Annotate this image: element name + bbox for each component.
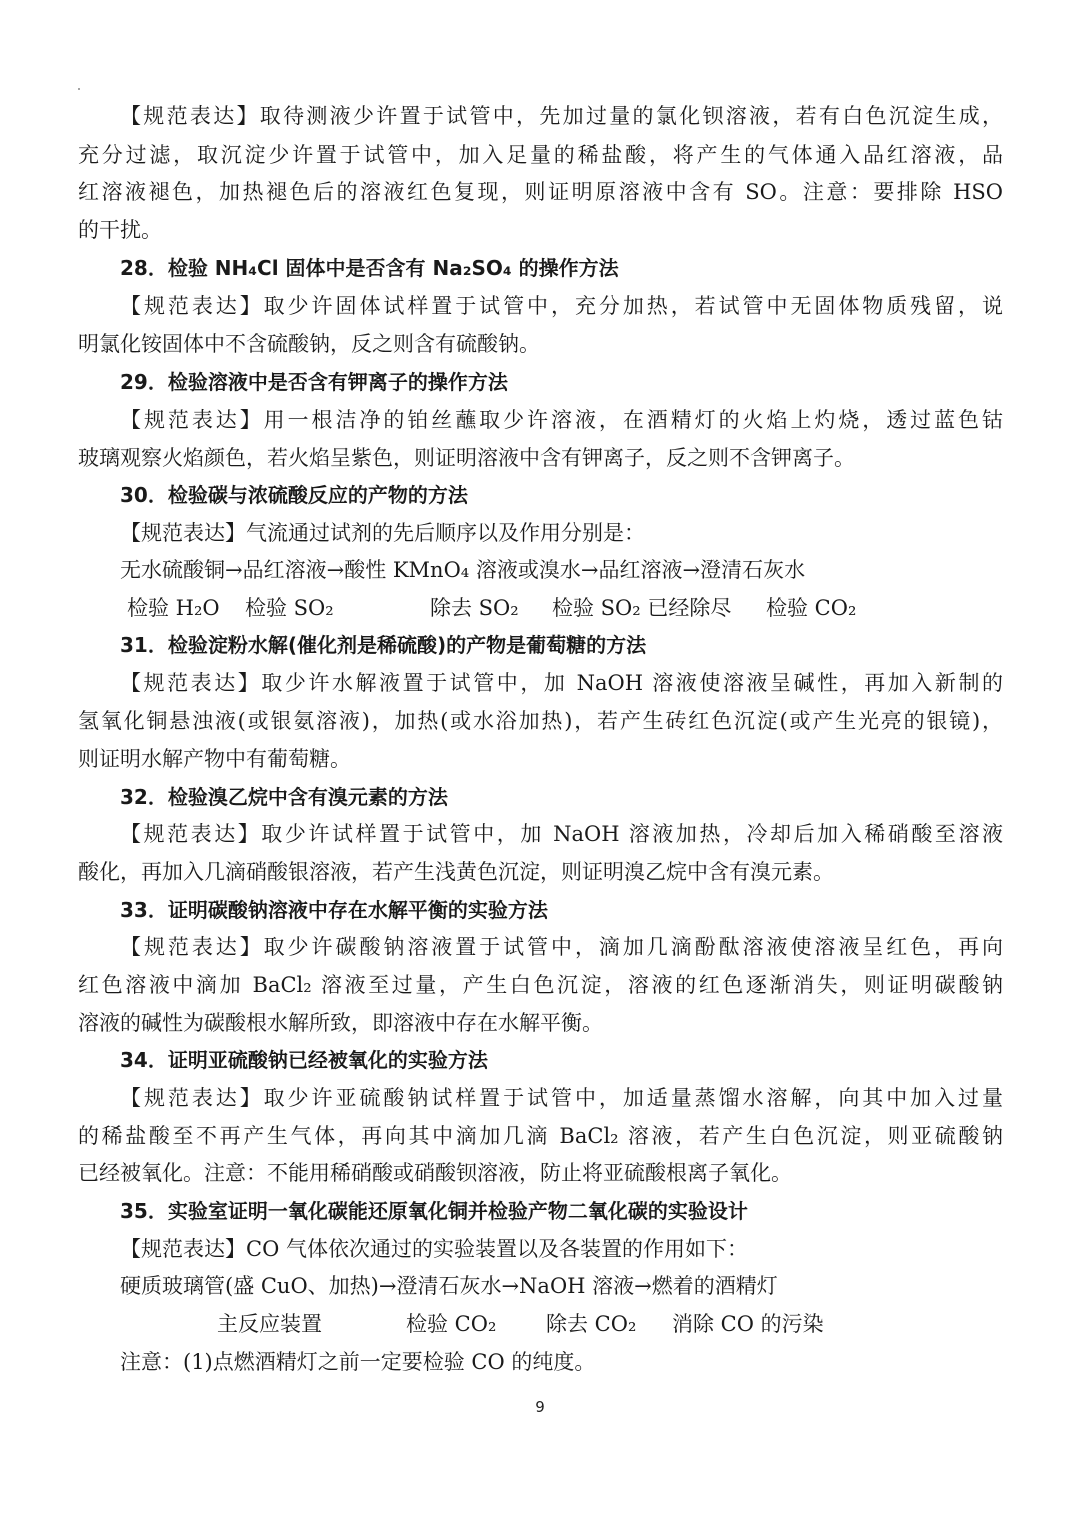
s32-line-2: 酸化，再加入几滴硝酸银溶液，若产生浅黄色沉淀，则证明溴乙烷中含有溴元素。 (78, 860, 834, 884)
s28-line-2: 明氯化铵固体中不含硫酸钠，反之则含有硫酸钠。 (78, 332, 540, 356)
page-number: 9 (535, 1398, 545, 1416)
scan-speck (78, 88, 80, 90)
s30-role-5: 检验 CO₂ (766, 596, 857, 620)
s29-heading: 29．检验溶液中是否含有钾离子的操作方法 (120, 370, 508, 394)
s28-line-1: 【规范表达】取少许固体试样置于试管中，充分加热，若试管中无固体物质残留，说 (120, 294, 1003, 318)
s34-heading: 34．证明亚硫酸钠已经被氧化的实验方法 (120, 1048, 488, 1072)
s30-heading: 30．检验碳与浓硫酸反应的产物的方法 (120, 483, 468, 507)
s30-role-2: 检验 SO₂ (245, 596, 334, 620)
s35-heading: 35．实验室证明一氧化碳能还原氧化铜并检验产物二氧化碳的实验设计 (120, 1199, 748, 1223)
s34-line-1: 【规范表达】取少许亚硫酸钠试样置于试管中，加适量蒸馏水溶解，向其中加入过量 (120, 1086, 1003, 1110)
s33-line-1: 【规范表达】取少许碳酸钠溶液置于试管中，滴加几滴酚酞溶液使溶液呈红色，再向 (120, 935, 1003, 959)
s33-line-3: 溶液的碱性为碳酸根水解所致，即溶液中存在水解平衡。 (78, 1011, 603, 1035)
s34-line-3: 已经被氧化。注意：不能用稀硝酸或硝酸钡溶液，防止将亚硫酸根离子氧化。 (78, 1161, 792, 1185)
s30-role-3: 除去 SO₂ (430, 596, 519, 620)
s35-flow: 硬质玻璃管(盛 CuO、加热)→澄清石灰水→NaOH 溶液→燃着的酒精灯 (120, 1274, 778, 1298)
s35-note: 注意：(1)点燃酒精灯之前一定要检验 CO 的纯度。 (120, 1350, 596, 1374)
s29-line-1: 【规范表达】用一根洁净的铂丝蘸取少许溶液，在酒精灯的火焰上灼烧，透过蓝色钴 (120, 408, 1003, 432)
s34-line-2: 的稀盐酸至不再产生气体，再向其中滴加几滴 BaCl₂ 溶液，若产生白色沉淀，则亚硫酸钠 (78, 1124, 1003, 1148)
s30-flow: 无水硫酸铜→品红溶液→酸性 KMnO₄ 溶液或溴水→品红溶液→澄清石灰水 (120, 558, 806, 582)
s27-line-4: 的干扰。 (78, 218, 162, 242)
s31-line-2: 氢氧化铜悬浊液(或银氨溶液)，加热(或水浴加热)，若产生砖红色沉淀(或产生光亮的银镜)， (78, 709, 1003, 733)
s35-line-1: 【规范表达】CO 气体依次通过的实验装置以及各装置的作用如下： (120, 1237, 748, 1261)
s33-heading: 33．证明碳酸钠溶液中存在水解平衡的实验方法 (120, 898, 548, 922)
s32-line-1: 【规范表达】取少许试样置于试管中，加 NaOH 溶液加热，冷却后加入稀硝酸至溶液 (120, 822, 1003, 846)
s30-role-1: 检验 H₂O (127, 596, 220, 620)
s31-line-1: 【规范表达】取少许水解液置于试管中，加 NaOH 溶液使溶液呈碱性，再加入新制的 (120, 671, 1003, 695)
s35-role-3: 除去 CO₂ (546, 1312, 637, 1336)
s28-heading: 28．检验 NH₄Cl 固体中是否含有 Na₂SO₄ 的操作方法 (120, 256, 619, 280)
s27-line-1: 【规范表达】取待测液少许置于试管中，先加过量的氯化钡溶液，若有白色沉淀生成， (120, 104, 1003, 128)
s27-line-3: 红溶液褪色，加热褪色后的溶液红色复现，则证明原溶液中含有 SO。注意：要排除 HSO (78, 180, 1003, 204)
s30-role-4: 检验 SO₂ 已经除尽 (552, 596, 732, 620)
s32-heading: 32．检验溴乙烷中含有溴元素的方法 (120, 785, 448, 809)
s35-role-4: 消除 CO 的污染 (672, 1312, 824, 1336)
s27-line-2: 充分过滤，取沉淀少许置于试管中，加入足量的稀盐酸，将产生的气体通入品红溶液，品 (78, 143, 1003, 167)
s33-line-2: 红色溶液中滴加 BaCl₂ 溶液至过量，产生白色沉淀，溶液的红色逐渐消失，则证明碳酸钠 (78, 973, 1003, 997)
s31-heading: 31．检验淀粉水解(催化剂是稀硫酸)的产物是葡萄糖的方法 (120, 633, 647, 657)
s35-role-1: 主反应装置 (217, 1312, 322, 1336)
s31-line-3: 则证明水解产物中有葡萄糖。 (78, 747, 351, 771)
s30-line-1: 【规范表达】气流通过试剂的先后顺序以及作用分别是： (120, 521, 645, 545)
s35-role-2: 检验 CO₂ (406, 1312, 497, 1336)
s29-line-2: 玻璃观察火焰颜色，若火焰呈紫色，则证明溶液中含有钾离子，反之则不含钾离子。 (78, 446, 855, 470)
